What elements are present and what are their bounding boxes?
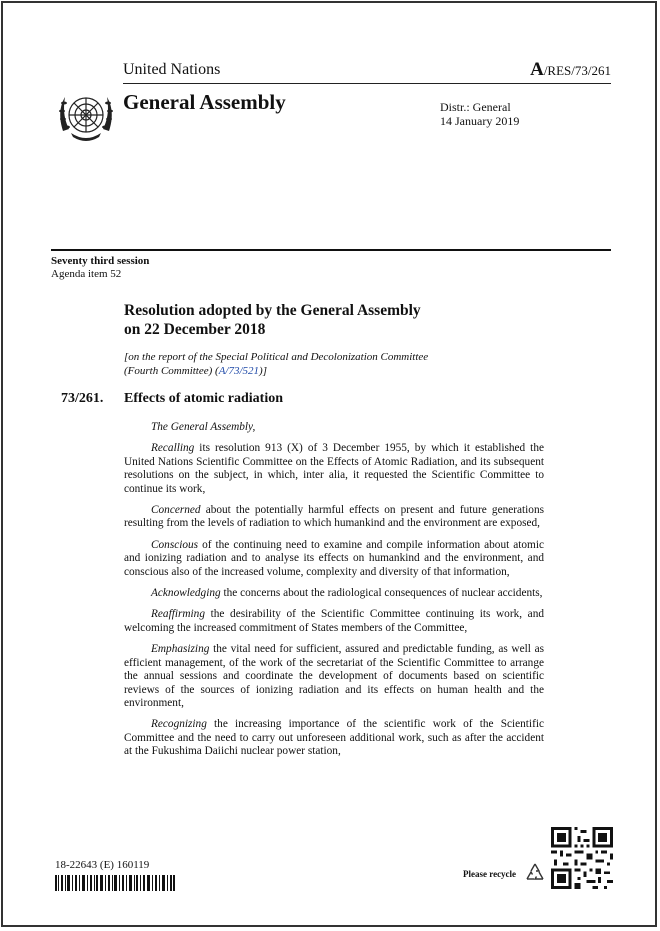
preamble-paragraph <box>124 587 544 600</box>
paragraph-text: the vital need for sufficient, assured and predictable funding, as well as efficient management, of the work of the secretariat of the Scientific Committee to arrange the annual sessions and coordinate the development of documents based on scientific reviews of the sources of ionizing radiation and its effects on human health and the environment, <box>124 643 544 709</box>
preamble-paragraph <box>124 504 544 531</box>
org-name: United Nations <box>123 61 221 78</box>
paragraph-lead: Concerned <box>151 504 201 517</box>
qr-code-icon <box>551 827 613 889</box>
report-note-line2 <box>124 364 428 378</box>
paragraph-lead: Emphasizing <box>151 643 210 656</box>
paragraph-lead: Conscious <box>151 538 199 551</box>
paragraph-text: of the continuing need to examine and compile information about atomic and ionizing radiation and to analyse its effects on humankind and the environment, and conscious also of the increased volume, complexity and diversity of that information, <box>124 538 544 578</box>
barcode-icon <box>55 875 175 891</box>
agenda-item: Agenda item 52 <box>51 268 122 280</box>
paragraph-lead: Reaffirming <box>151 608 205 621</box>
session-rule <box>51 249 611 251</box>
session-name: Seventy third session <box>51 255 150 267</box>
report-note <box>124 350 428 378</box>
report-note-line1: [on the report of the Special Political and Decolonization Committee <box>124 351 429 363</box>
header-rule <box>123 83 611 84</box>
document-code: 18-22643 (E) 160119 <box>55 859 150 871</box>
resolution-title <box>124 301 421 339</box>
document-symbol <box>530 59 611 81</box>
issue-date: 14 January 2019 <box>440 114 520 128</box>
resolution-heading: Effects of atomic radiation <box>124 391 284 406</box>
paragraph-text: the concerns about the radiological consequences of nuclear accidents, <box>220 587 543 600</box>
body-title: General Assembly <box>123 90 286 114</box>
un-emblem-icon <box>53 87 119 149</box>
report-link[interactable]: A/73/521 <box>218 365 260 377</box>
paragraph-lead: Acknowledging <box>151 587 221 600</box>
resolution-title-line2: on 22 December 2018 <box>124 321 266 338</box>
paragraph-lead: Recalling <box>151 442 195 455</box>
resolution-number: 73/261. <box>61 391 104 406</box>
distribution-block <box>440 100 519 128</box>
paragraph-text: about the potentially harmful effects on present and future generations resulting from the levels of radiation to which humankind and the environment are exposed, <box>124 504 544 530</box>
report-note-close: )] <box>259 365 267 377</box>
symbol-rest: /RES/73/261 <box>543 63 611 78</box>
paragraph-text: the desirability of the Scientific Committee continuing its work, and welcoming the increased commitment of States members of the Committee, <box>124 608 544 634</box>
preamble-paragraph <box>124 718 544 758</box>
document-page <box>1 1 657 927</box>
session-block <box>51 255 149 281</box>
preamble-paragraph <box>124 608 544 635</box>
distribution: Distr.: General <box>440 100 511 114</box>
recycle-icon <box>523 861 547 885</box>
preamble-paragraph <box>124 539 544 579</box>
opening-line: The General Assembly, <box>151 421 256 433</box>
resolution-title-line1: Resolution adopted by the General Assembly <box>124 302 421 319</box>
resolution-body <box>124 421 544 767</box>
symbol-prefix: A <box>530 59 544 80</box>
paragraph-text: the increasing importance of the scientific work of the Scientific Committee and the need to carry out unforeseen additional work, such as after the accident at the Fukushima Daiichi nuclear power station, <box>124 718 544 758</box>
recycle-label: Please recycle <box>463 869 517 879</box>
paragraph-lead: Recognizing <box>151 718 207 731</box>
report-note-committee: (Fourth Committee) ( <box>124 365 219 377</box>
paragraph-text: its resolution 913 (X) of 3 December 1955, by which it established the United Nations Scientific Committee on the Effects of Atomic Radiation, and its subsequent resolutions on the subject, in which, inter alia, it requested the Scientific Committee to continue its work, <box>124 442 544 495</box>
preamble-paragraph <box>124 442 544 496</box>
preamble-paragraph <box>124 643 544 710</box>
